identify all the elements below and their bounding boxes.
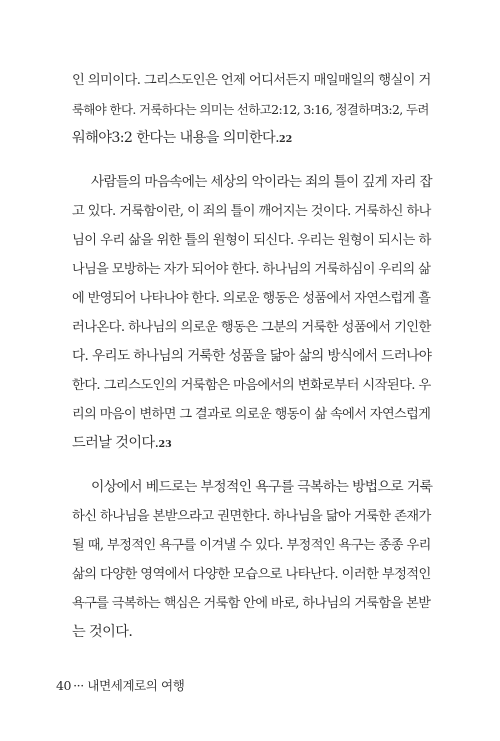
running-title: 내면세계로의 여행 bbox=[87, 678, 185, 693]
text-line: 한다. 그리스도인의 거룩함은 마음에서의 변화로부터 시작된다. 우 bbox=[72, 378, 431, 393]
text-line: 다. 우리도 하나님의 거룩한 성품을 닮아 삶의 방식에서 드러나야 bbox=[72, 348, 432, 364]
text-line: 삶의 다양한 영역에서 다양한 모습으로 나타난다. 이러한 부정적인 bbox=[72, 567, 431, 582]
text-line: 나님을 모방하는 자가 되어야 한다. 하나님의 거룩하심이 우리의 삶 bbox=[72, 262, 431, 277]
paragraph-3 bbox=[72, 473, 434, 647]
text-line-content: 드러날 것이다. bbox=[72, 435, 159, 451]
text-line-content: 워해야3:2 한다는 내용을 의미한다. bbox=[72, 130, 280, 146]
page-body bbox=[72, 66, 434, 661]
footnote-ref[interactable]: 23 bbox=[158, 439, 172, 450]
text-line bbox=[72, 429, 434, 459]
text-line: 사람들의 마음속에는 세상의 악이라는 죄의 틀이 깊게 자리 잡 bbox=[91, 174, 432, 190]
footer-separator: ··· bbox=[73, 678, 84, 693]
page-footer bbox=[56, 676, 184, 694]
text-line: 러나온다. 하나님의 의로운 행동은 그분의 거룩한 성품에서 기인한 bbox=[72, 320, 431, 335]
text-line: 욕구를 극복하는 핵심은 거룩함 안에 바로, 하나님의 거룩함을 본받 bbox=[72, 596, 431, 611]
text-line: 고 있다. 거룩함이란, 이 죄의 틀이 깨어지는 것이다. 거룩하신 하나 bbox=[72, 204, 431, 219]
footnote-ref[interactable]: 22 bbox=[279, 134, 293, 145]
text-line: 인 의미이다. 그리스도인은 언제 어디서든지 매일매일의 행실이 거 bbox=[72, 73, 431, 88]
text-line: 이상에서 베드로는 부정적인 욕구를 극복하는 방법으로 거룩 bbox=[91, 479, 433, 495]
paragraph-1 bbox=[72, 66, 434, 154]
text-line: 에 반영되어 나타나야 한다. 의로운 행동은 성품에서 자연스럽게 흘 bbox=[72, 291, 431, 306]
text-line: 하신 하나님을 본받으라고 권면한다. 하나님을 닮아 거룩한 존재가 bbox=[72, 509, 431, 524]
text-line bbox=[72, 124, 434, 154]
text-line: 님이 우리 삶을 위한 틀의 원형이 되신다. 우리는 원형이 되시는 하 bbox=[72, 233, 431, 248]
text-line: 룩해야 한다. 거룩하다는 의미는 선하고2:12, 3:16, 정결하며3:2, 두려 bbox=[72, 102, 429, 117]
text-line: 될 때, 부정적인 욕구를 이겨낼 수 있다. 부정적인 욕구는 종종 우리 bbox=[72, 538, 431, 553]
page-number: 40 bbox=[56, 678, 72, 693]
paragraph-2 bbox=[72, 168, 434, 459]
text-line: 는 것이다. bbox=[72, 624, 133, 640]
text-line: 리의 마음이 변하면 그 결과로 의로운 행동이 삶 속에서 자연스럽게 bbox=[72, 407, 431, 422]
